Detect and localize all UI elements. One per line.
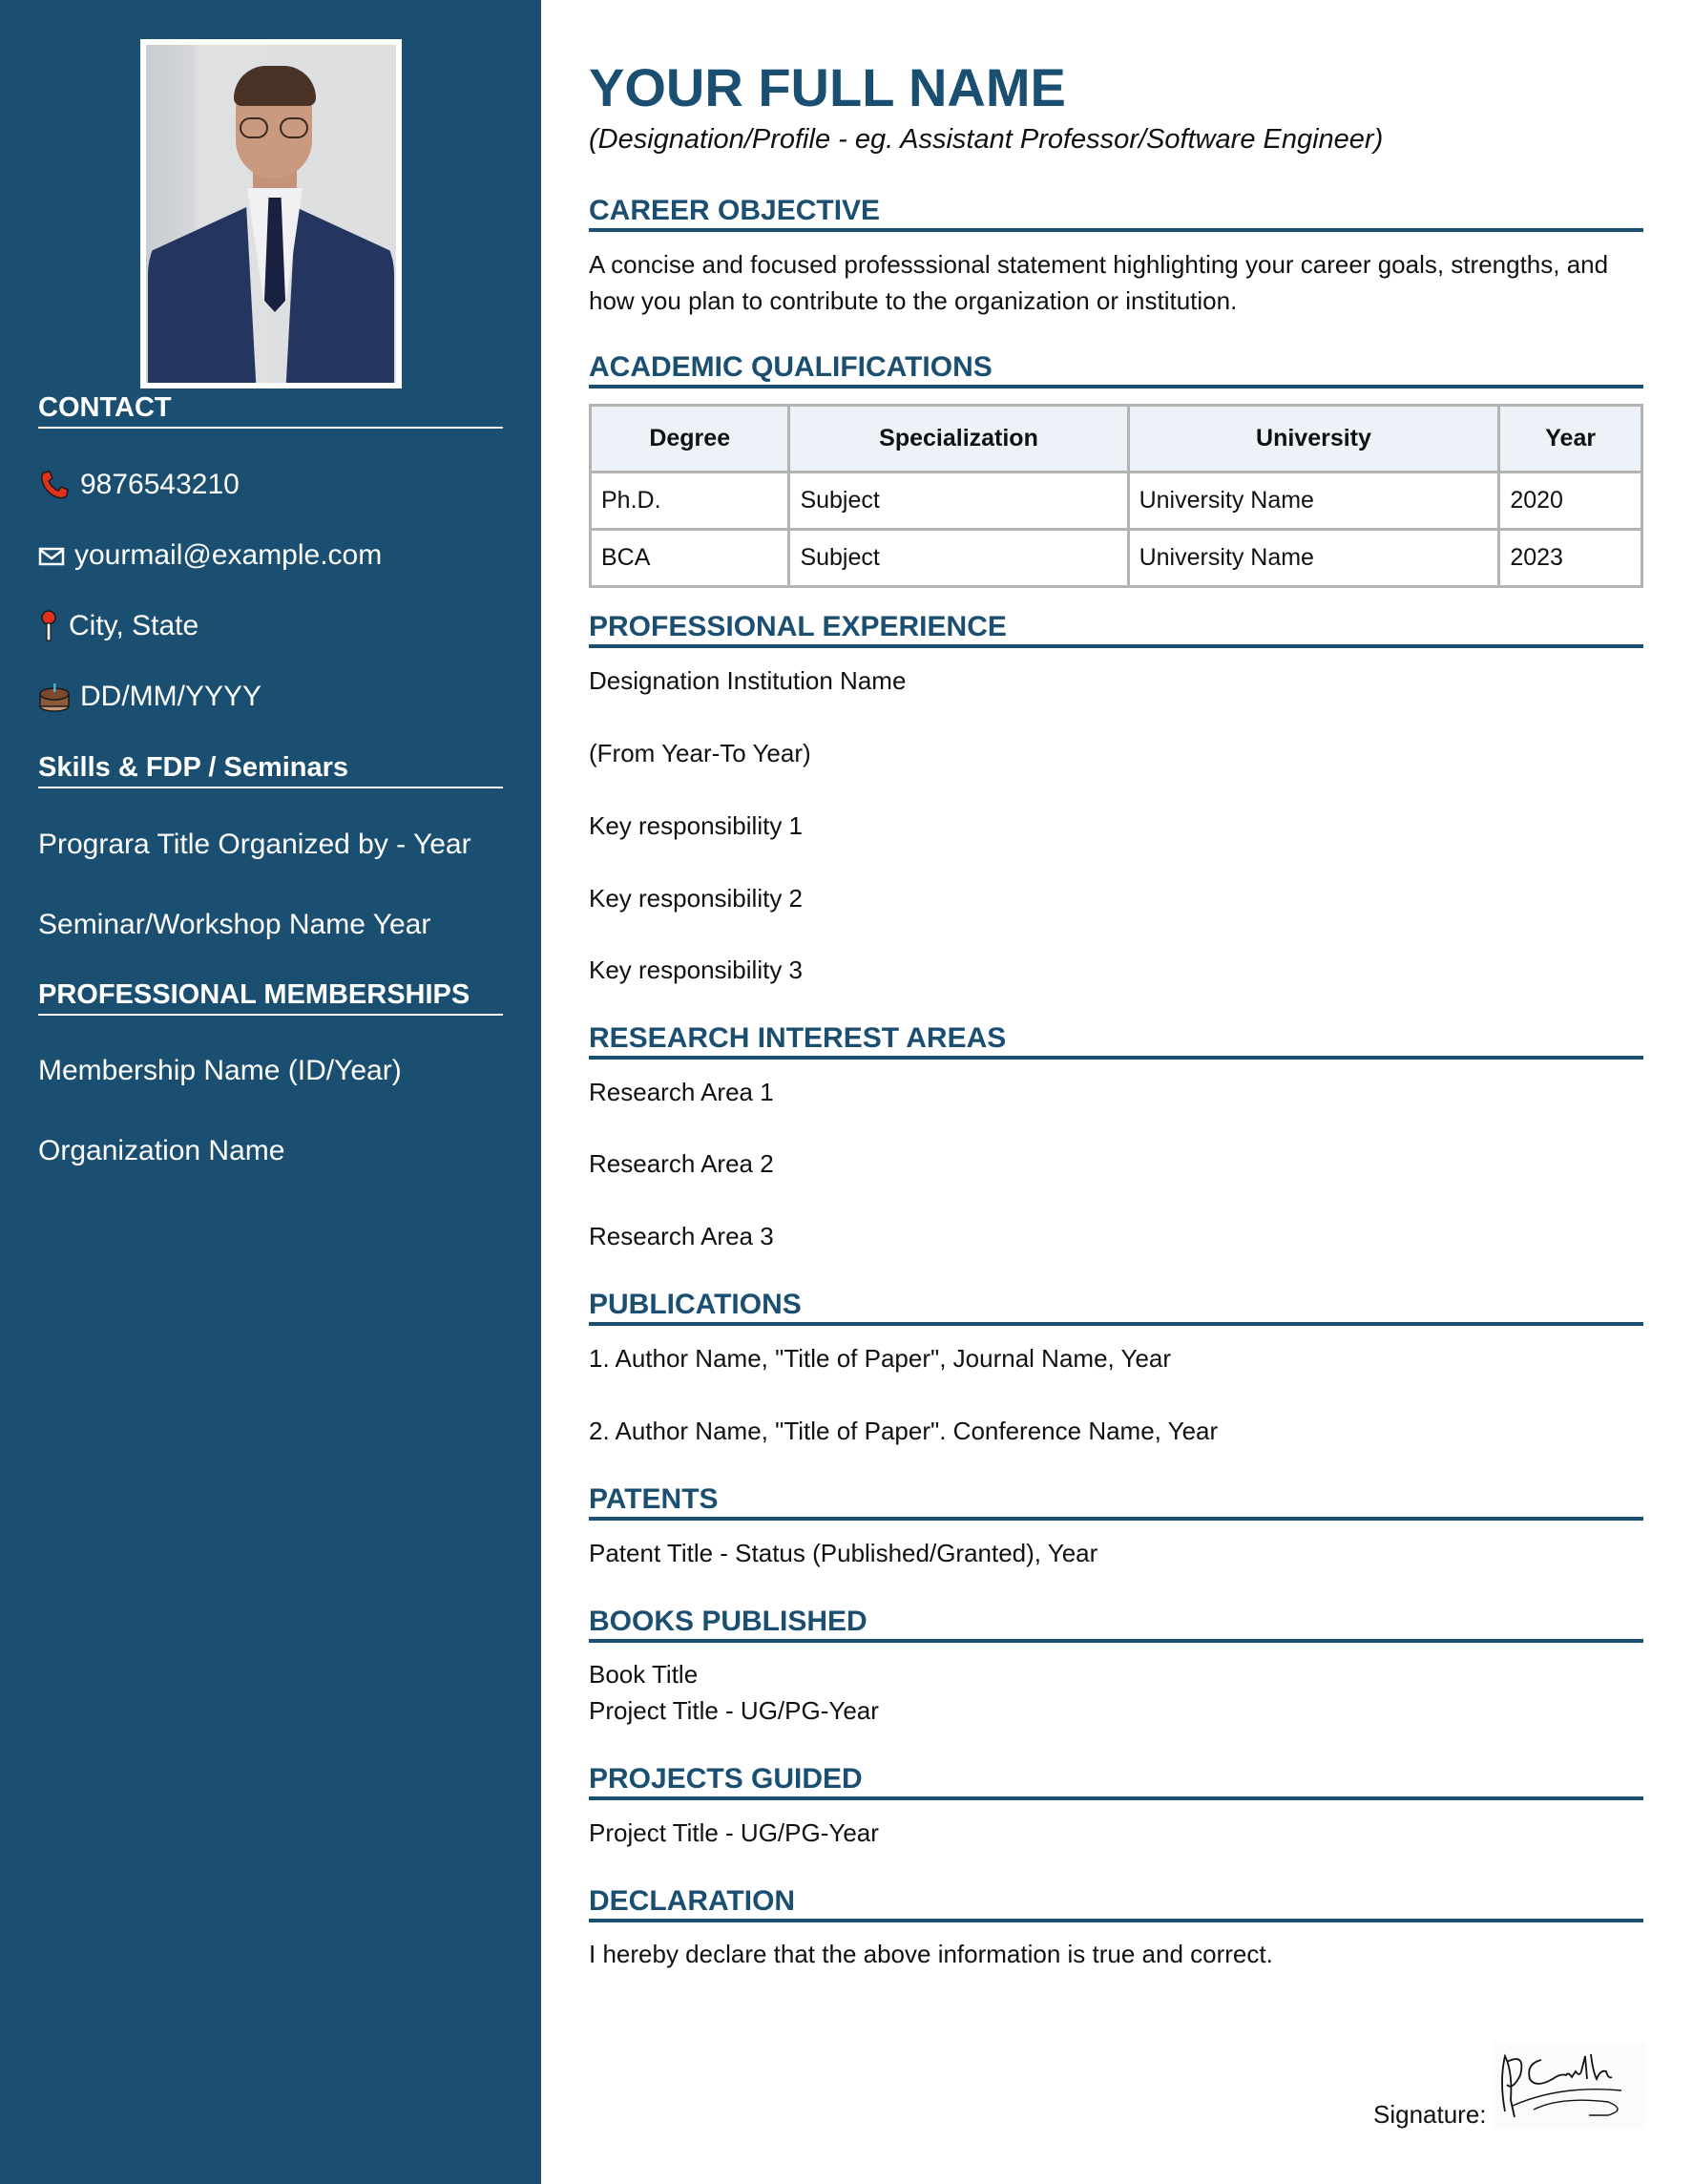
declaration-heading: DECLARATION [589,1884,1643,1922]
declaration-text: I hereby declare that the above information is true and correct. [589,1940,1273,1968]
experience-item: Key responsibility 2 [589,884,803,913]
email-address: yourmail@example.com [74,539,383,571]
experience-item: Key responsibility 3 [589,956,803,984]
skills-item: Seminar/Workshop Name Year [38,909,431,940]
publications-heading: PUBLICATIONS [589,1288,1643,1326]
skills-heading: Skills & FDP / Seminars [38,751,503,788]
experience-heading: PROFESSIONAL EXPERIENCE [589,610,1643,648]
column-header-year: Year [1499,406,1642,472]
table-header-row [591,406,1642,472]
academic-heading: ACADEMIC QUALIFICATIONS [589,350,1643,388]
skills-item: Prograra Title Organized by - Year [38,829,471,860]
profile-photo [146,45,396,383]
research-item: Research Area 3 [589,1222,774,1250]
column-header-degree: Degree [591,406,789,472]
column-header-specialization: Specialization [789,406,1128,472]
cell-specialization: Subject [789,530,1128,587]
envelope-icon [38,539,65,572]
career-objective-heading: CAREER OBJECTIVE [589,194,1643,232]
cell-university: University Name [1128,472,1499,530]
cell-degree: Ph.D. [591,472,789,530]
membership-item: Organization Name [38,1135,285,1166]
designation: (Designation/Profile - eg. Assistant Professor/Software Engineer) [589,124,1384,155]
birthday-cake-icon [38,681,71,713]
city-state: City, State [69,610,199,641]
experience-item: Key responsibility 1 [589,811,803,840]
cell-year: 2023 [1499,530,1642,587]
publication-item: 1. Author Name, "Title of Paper", Journal Name, Year [589,1344,1172,1373]
cell-year: 2020 [1499,472,1642,530]
experience-item: (From Year-To Year) [589,739,811,767]
profile-photo-frame [140,39,402,388]
research-heading: RESEARCH INTEREST AREAS [589,1021,1643,1060]
patents-heading: PATENTS [589,1482,1643,1521]
publication-item: 2. Author Name, "Title of Paper". Conference Name, Year [589,1417,1219,1445]
cell-specialization: Subject [789,472,1128,530]
sidebar [0,0,541,2184]
table-row [591,530,1642,587]
membership-item: Membership Name (ID/Year) [38,1055,402,1086]
contact-email [38,538,382,573]
books-heading: BOOKS PUBLISHED [589,1605,1643,1643]
research-item: Research Area 2 [589,1149,774,1178]
projects-heading: PROJECTS GUIDED [589,1762,1643,1800]
project-item: Project Title - UG/PG-Year [589,1818,879,1847]
signature-image [1494,2043,1646,2129]
contact-location [38,609,199,643]
career-objective-text: A concise and focused professsional statement highlighting your career goals, strengths, and how you plan to contribute to the organization or institution. [589,250,1609,315]
cell-degree: BCA [591,530,789,587]
contact-heading: CONTACT [38,391,503,429]
contact-dob [38,680,261,714]
column-header-university: University [1128,406,1499,472]
memberships-heading: PROFESSIONAL MEMBERSHIPS [38,978,503,1016]
contact-phone [38,468,240,502]
pushpin-icon [38,610,59,642]
academic-qualifications-table [589,404,1643,588]
date-of-birth: DD/MM/YYYY [80,681,262,712]
book-item: Book Title [589,1660,699,1689]
phone-icon [38,469,71,501]
full-name: YOUR FULL NAME [589,57,1066,117]
cell-university: University Name [1128,530,1499,587]
research-item: Research Area 1 [589,1078,774,1106]
table-row [591,472,1642,530]
patent-item: Patent Title - Status (Published/Granted), Year [589,1539,1098,1567]
phone-number: 9876543210 [80,469,240,500]
book-item: Project Title - UG/PG-Year [589,1696,879,1725]
signature-label: Signature: [1373,2100,1487,2129]
experience-item: Designation Institution Name [589,666,907,695]
